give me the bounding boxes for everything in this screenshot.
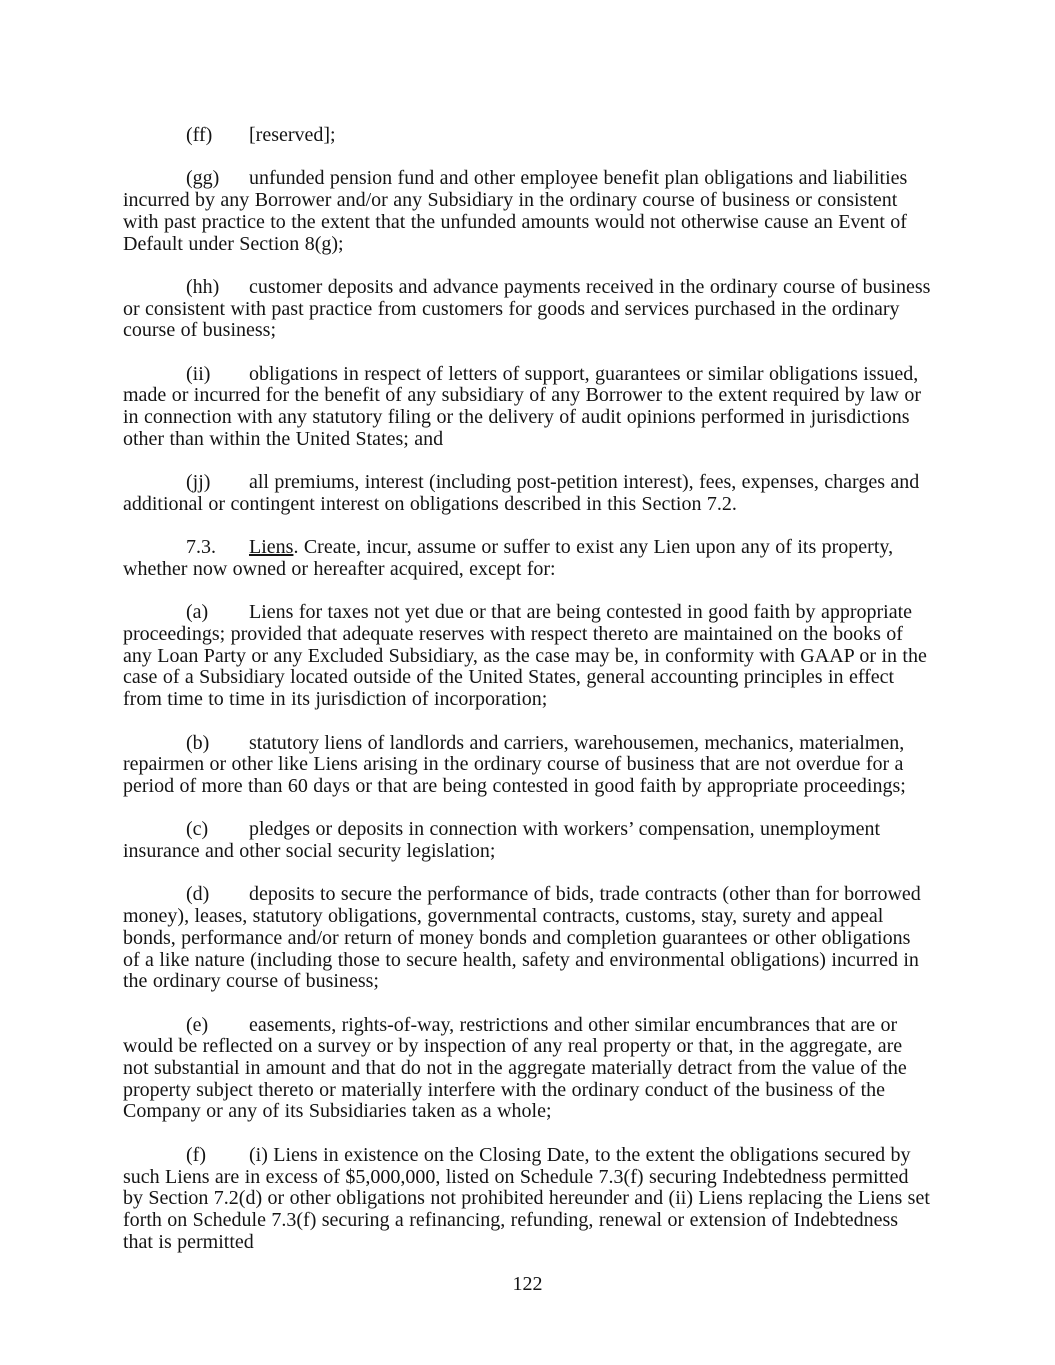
paragraph-text: customer deposits and advance payments received in the ordinary course of business or consistent with past practice from customers for goods and services purchased in the ordinary course of business; bbox=[123, 275, 931, 342]
paragraph-label: (ff) bbox=[186, 124, 213, 146]
paragraph-label: (d) bbox=[186, 883, 210, 906]
paragraph bbox=[123, 1015, 932, 1124]
paragraph-label: (ii) bbox=[186, 362, 211, 385]
paragraph bbox=[123, 277, 932, 342]
paragraph-text: [reserved]; bbox=[249, 124, 336, 146]
paragraph-label: (f) bbox=[186, 1143, 206, 1166]
document-body bbox=[123, 125, 932, 1275]
paragraph bbox=[123, 819, 932, 862]
paragraph bbox=[123, 537, 932, 580]
paragraph bbox=[123, 472, 932, 515]
paragraph-label: (c) bbox=[186, 818, 209, 841]
paragraph-text: all premiums, interest (including post-petition interest), fees, expenses, charges and additional or contingent interest on obligations described in this Section 7.2. bbox=[123, 471, 920, 515]
paragraph bbox=[123, 125, 932, 147]
paragraph bbox=[123, 364, 932, 451]
paragraph-text: unfunded pension fund and other employee benefit plan obligations and liabilities incurred by any Borrower and/or any Subsidiary in the ordinary course of business or consistent with past practice to the extent that the unfunded amounts would not otherwise cause an Event of Default under Section 8(g); bbox=[123, 167, 908, 255]
paragraph-text: (i) Liens in existence on the Closing Date, to the extent the obligations secured by such Liens are in excess of $5,000,000, listed on Schedule 7.3(f) securing Indebtedness permitted by Section 7.2(d) or other obligations not prohibited hereunder and (ii) Liens replacing the Liens set forth on Schedule 7.3(f) securing a refinancing, refunding, renewal or extension of Indebtedness that is permitted bbox=[123, 1143, 930, 1253]
paragraph-label: (a) bbox=[186, 601, 209, 624]
paragraph-label: (e) bbox=[186, 1013, 209, 1036]
paragraph-text-underlined: Liens bbox=[249, 536, 294, 559]
paragraph-label: (b) bbox=[186, 731, 210, 754]
paragraph bbox=[123, 168, 932, 255]
paragraph-label: (gg) bbox=[186, 167, 220, 190]
paragraph bbox=[123, 884, 932, 993]
paragraph-label: (hh) bbox=[186, 275, 220, 298]
paragraph-text: Liens for taxes not yet due or that are being contested in good faith by appropriate proceedings; provided that adequate reserves with respect thereto are maintained on the books of any Loan Party or any Excluded Subsidiary, as the case may be, in conformity with GAAP or in the case of a Subsidiary located outside of the United States, general accounting principles in effect from time to time in its jurisdiction of incorporation; bbox=[123, 601, 927, 711]
paragraph-text: obligations in respect of letters of support, guarantees or similar obligations issued, made or incurred for the benefit of any subsidiary of any Borrower to the extent required by law or in connection with any statutory filing or the delivery of audit opinions performed in jurisdictions other than within the United States; and bbox=[123, 362, 922, 450]
paragraph-label: (jj) bbox=[186, 471, 211, 494]
paragraph bbox=[123, 1145, 932, 1254]
paragraph bbox=[123, 602, 932, 711]
paragraph-text: pledges or deposits in connection with workers’ compensation, unemployment insurance and other social security legislation; bbox=[123, 818, 881, 863]
paragraph-text: statutory liens of landlords and carriers, warehousemen, mechanics, materialmen, repairmen or other like Liens arising in the ordinary course of business that are not overdue for a period of more than 60 days or that are being contested in good faith by appropriate proceedings; bbox=[123, 731, 906, 797]
paragraph-label: 7.3. bbox=[186, 536, 216, 559]
paragraph-text: . Create, incur, assume or suffer to exist any Lien upon any of its property, whether now owned or hereafter acquired, except for: bbox=[123, 536, 894, 580]
paragraph-text: deposits to secure the performance of bids, trade contracts (other than for borrowed money), leases, statutory obligations, governmental contracts, customs, stay, surety and appeal bonds, performance and/or return of money bonds and completion guarantees or other obligations of a like nature (including those to secure health, safety and environmental obligations) incurred in the ordinary course of business; bbox=[123, 883, 921, 993]
paragraph-text: easements, rights-of-way, restrictions and other similar encumbrances that are or would be reflected on a survey or by inspection of any real property or that, in the aggregate, are not substantial in amount and that do not in the aggregate materially detract from the value of the property subject thereto or materially interfere with the ordinary conduct of the business of the Company or any of its Subsidiaries taken as a whole; bbox=[123, 1013, 907, 1123]
page-number: 122 bbox=[512, 1273, 543, 1295]
paragraph bbox=[123, 733, 932, 798]
